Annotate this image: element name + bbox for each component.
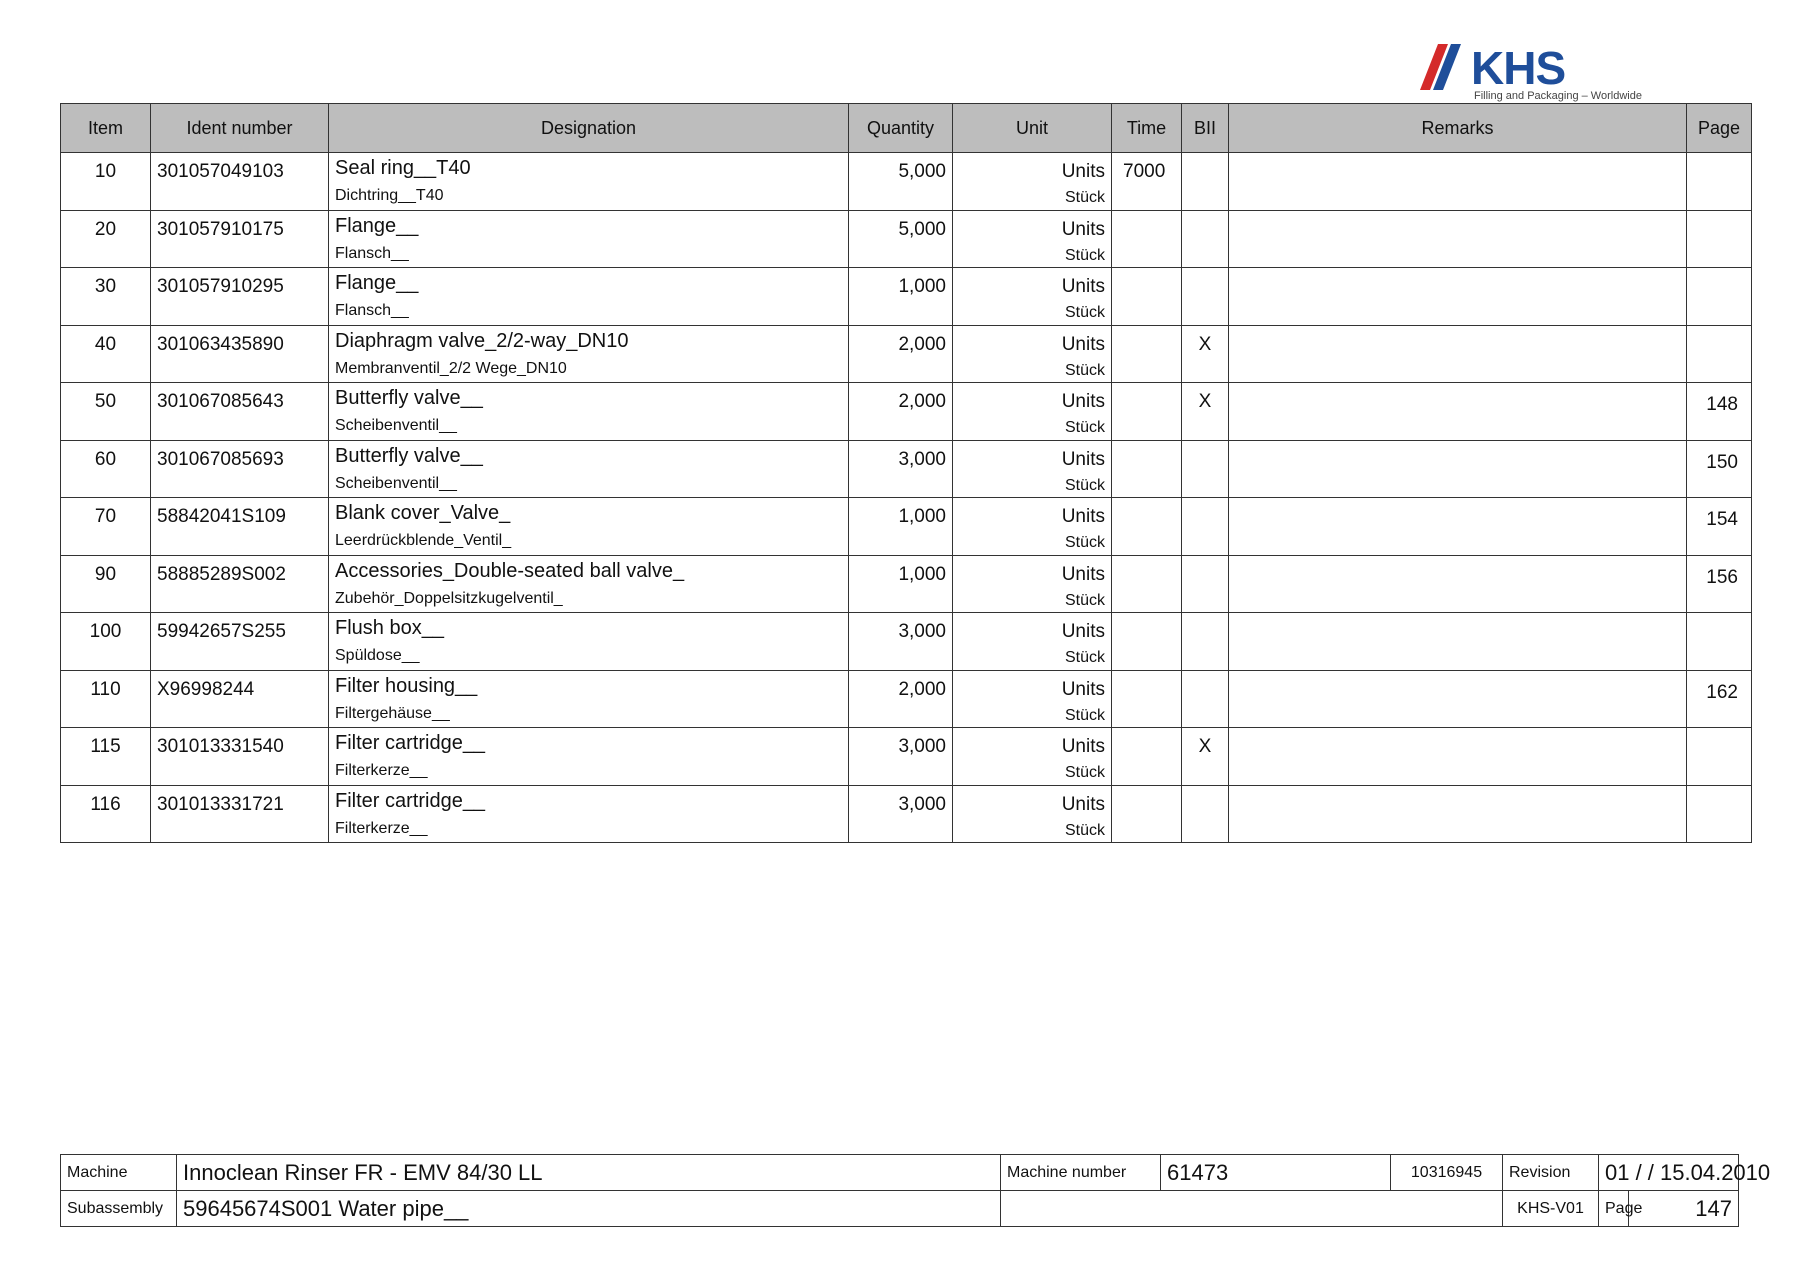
cell-time	[1112, 440, 1182, 498]
parts-table	[60, 103, 1752, 843]
cell-item: 40	[61, 325, 151, 383]
cell-time	[1112, 210, 1182, 268]
cell-designation	[329, 555, 849, 613]
unit-english: Units	[1061, 563, 1105, 585]
cell-designation	[329, 670, 849, 728]
unit-english: Units	[1061, 506, 1105, 527]
cell-page	[1687, 268, 1752, 326]
cell-designation	[329, 785, 849, 843]
designation-english: Butterfly valve__	[335, 444, 483, 467]
unit-german: Stück	[1064, 591, 1105, 609]
cell-bii	[1182, 785, 1229, 843]
unit-german: Stück	[1064, 361, 1105, 379]
cell-designation	[329, 325, 849, 383]
cell-unit	[953, 325, 1112, 383]
revision-value: 01 / / 15.04.2010	[1599, 1155, 1739, 1191]
cell-unit	[953, 210, 1112, 268]
unit-german: Stück	[1064, 764, 1105, 781]
cell-quantity: 5,000	[849, 153, 953, 211]
cell-quantity: 2,000	[849, 325, 953, 383]
unit-german: Stück	[1064, 706, 1105, 724]
cell-bii	[1182, 268, 1229, 326]
unit-german: Stück	[1064, 534, 1105, 551]
table-row	[61, 210, 1752, 268]
cell-time	[1112, 613, 1182, 671]
cell-remarks	[1229, 728, 1687, 786]
designation-english: Flush box__	[335, 617, 444, 639]
designation-english: Seal ring__T40	[335, 157, 471, 179]
cell-designation	[329, 268, 849, 326]
cell-ident-number: 59942657S255	[151, 613, 329, 671]
title-block-row-2	[61, 1191, 1739, 1227]
table-row	[61, 670, 1752, 728]
cell-page: 148	[1687, 383, 1752, 441]
designation-english: Blank cover_Valve_	[335, 502, 511, 524]
cell-designation	[329, 153, 849, 211]
cell-designation	[329, 440, 849, 498]
cell-page: 154	[1687, 498, 1752, 556]
unit-english: Units	[1061, 391, 1105, 412]
cell-unit	[953, 268, 1112, 326]
cell-item: 90	[61, 555, 151, 613]
cell-bii	[1182, 153, 1229, 211]
cell-page: 162	[1687, 670, 1752, 728]
page-label: Page	[1599, 1191, 1629, 1227]
cell-ident-number: 301013331721	[151, 785, 329, 843]
cell-unit	[953, 440, 1112, 498]
unit-english: Units	[1061, 218, 1105, 240]
cell-item: 30	[61, 268, 151, 326]
table-row	[61, 613, 1752, 671]
cell-quantity: 1,000	[849, 555, 953, 613]
cell-designation	[329, 613, 849, 671]
cell-page	[1687, 210, 1752, 268]
cell-designation	[329, 383, 849, 441]
designation-english: Filter cartridge__	[335, 732, 486, 754]
table-row	[61, 555, 1752, 613]
cell-unit	[953, 555, 1112, 613]
cell-remarks	[1229, 785, 1687, 843]
unit-english: Units	[1061, 448, 1105, 470]
cell-quantity: 2,000	[849, 383, 953, 441]
cell-ident-number: 301063435890	[151, 325, 329, 383]
unit-english: Units	[1061, 161, 1105, 182]
cell-time: 7000	[1112, 153, 1182, 211]
designation-german: Zubehör_Doppelsitzkugelventil_	[335, 589, 563, 607]
cell-ident-number: 58885289S002	[151, 555, 329, 613]
cell-unit	[953, 728, 1112, 786]
cell-page	[1687, 613, 1752, 671]
cell-bii	[1182, 613, 1229, 671]
cell-quantity: 1,000	[849, 498, 953, 556]
table-row	[61, 325, 1752, 383]
cell-remarks	[1229, 210, 1687, 268]
cell-page	[1687, 785, 1752, 843]
cell-remarks	[1229, 153, 1687, 211]
cell-remarks	[1229, 268, 1687, 326]
designation-german: Leerdrückblende_Ventil_	[335, 532, 512, 549]
designation-german: Filterkerze__	[335, 819, 428, 837]
machine-number-value: 61473	[1161, 1155, 1391, 1191]
unit-german: Stück	[1064, 189, 1105, 206]
header-time: Time	[1112, 104, 1182, 153]
designation-german: Filtergehäuse__	[335, 704, 450, 722]
cell-remarks	[1229, 555, 1687, 613]
cell-designation	[329, 210, 849, 268]
cell-bii	[1182, 210, 1229, 268]
cell-remarks	[1229, 498, 1687, 556]
unit-german: Stück	[1064, 304, 1105, 321]
unit-german: Stück	[1064, 649, 1105, 666]
cell-item: 110	[61, 670, 151, 728]
order-number: 10316945	[1391, 1155, 1503, 1191]
cell-ident-number: X96998244	[151, 670, 329, 728]
cell-remarks	[1229, 440, 1687, 498]
cell-unit	[953, 785, 1112, 843]
cell-ident-number: 301057910175	[151, 210, 329, 268]
cell-quantity: 5,000	[849, 210, 953, 268]
cell-ident-number: 301057910295	[151, 268, 329, 326]
designation-german: Scheibenventil__	[335, 417, 457, 434]
cell-bii: X	[1182, 728, 1229, 786]
cell-quantity: 3,000	[849, 785, 953, 843]
cell-item: 70	[61, 498, 151, 556]
header-page: Page	[1687, 104, 1752, 153]
cell-quantity: 1,000	[849, 268, 953, 326]
title-block-row-1	[61, 1155, 1739, 1191]
cell-ident-number: 301057049103	[151, 153, 329, 211]
unit-english: Units	[1061, 736, 1105, 757]
unit-german: Stück	[1064, 419, 1105, 436]
cell-bii	[1182, 670, 1229, 728]
designation-german: Filterkerze__	[335, 762, 428, 779]
cell-bii	[1182, 555, 1229, 613]
page-number: 147	[1629, 1191, 1739, 1227]
header-remarks: Remarks	[1229, 104, 1687, 153]
designation-german: Flansch__	[335, 244, 409, 262]
designation-german: Flansch__	[335, 302, 409, 319]
designation-english: Filter cartridge__	[335, 789, 486, 812]
designation-german: Scheibenventil__	[335, 474, 457, 492]
header-designation: Designation	[329, 104, 849, 153]
cell-unit	[953, 383, 1112, 441]
table-row	[61, 498, 1752, 556]
khs-logo-stripes-icon	[1420, 44, 1470, 90]
table-row	[61, 785, 1752, 843]
machine-number-label: Machine number	[1001, 1155, 1161, 1191]
cell-page	[1687, 153, 1752, 211]
designation-english: Accessories_Double-seated ball valve_	[335, 559, 685, 582]
unit-english: Units	[1061, 678, 1105, 700]
cell-remarks	[1229, 383, 1687, 441]
cell-ident-number: 301067085693	[151, 440, 329, 498]
cell-ident-number: 301013331540	[151, 728, 329, 786]
table-header-row	[61, 104, 1752, 153]
unit-german: Stück	[1064, 821, 1105, 839]
cell-item: 116	[61, 785, 151, 843]
machine-label: Machine	[61, 1155, 177, 1191]
cell-page: 150	[1687, 440, 1752, 498]
subassembly-label: Subassembly	[61, 1191, 177, 1227]
table-row	[61, 153, 1752, 211]
title-block	[60, 1154, 1771, 1227]
designation-german: Dichtring__T40	[335, 187, 444, 204]
table-row	[61, 383, 1752, 441]
cell-ident-number: 301067085643	[151, 383, 329, 441]
cell-remarks	[1229, 670, 1687, 728]
cell-item: 20	[61, 210, 151, 268]
empty-block-cell	[1001, 1191, 1503, 1227]
header-unit: Unit	[953, 104, 1112, 153]
cell-time	[1112, 785, 1182, 843]
cell-item: 115	[61, 728, 151, 786]
unit-english: Units	[1061, 333, 1105, 355]
designation-german: Spüldose__	[335, 647, 420, 664]
header-ident-number: Ident number	[151, 104, 329, 153]
khs-logo	[1420, 40, 1642, 104]
cell-page	[1687, 728, 1752, 786]
cell-time	[1112, 383, 1182, 441]
designation-english: Diaphragm valve_2/2-way_DN10	[335, 329, 629, 352]
cell-time	[1112, 670, 1182, 728]
table-row	[61, 440, 1752, 498]
header-quantity: Quantity	[849, 104, 953, 153]
cell-item: 100	[61, 613, 151, 671]
cell-bii	[1182, 440, 1229, 498]
cell-designation	[329, 498, 849, 556]
machine-value: Innoclean Rinser FR - EMV 84/30 LL	[177, 1155, 1001, 1191]
designation-english: Flange__	[335, 214, 419, 237]
cell-remarks	[1229, 325, 1687, 383]
cell-time	[1112, 728, 1182, 786]
cell-item: 10	[61, 153, 151, 211]
cell-item: 60	[61, 440, 151, 498]
designation-english: Filter housing__	[335, 674, 478, 697]
designation-english: Butterfly valve__	[335, 387, 483, 409]
cell-bii: X	[1182, 383, 1229, 441]
header-bii: BII	[1182, 104, 1229, 153]
unit-german: Stück	[1064, 476, 1105, 494]
unit-english: Units	[1061, 621, 1105, 642]
revision-label: Revision	[1503, 1155, 1599, 1191]
cell-time	[1112, 268, 1182, 326]
cell-unit	[953, 670, 1112, 728]
unit-english: Units	[1061, 793, 1105, 815]
cell-quantity: 2,000	[849, 670, 953, 728]
khs-logo-wordmark: KHS	[1471, 42, 1566, 94]
cell-page	[1687, 325, 1752, 383]
cell-quantity: 3,000	[849, 440, 953, 498]
cell-page: 156	[1687, 555, 1752, 613]
cell-time	[1112, 555, 1182, 613]
cell-bii: X	[1182, 325, 1229, 383]
cell-item: 50	[61, 383, 151, 441]
unit-english: Units	[1061, 276, 1105, 297]
cell-bii	[1182, 498, 1229, 556]
cell-designation	[329, 728, 849, 786]
cell-quantity: 3,000	[849, 613, 953, 671]
cell-unit	[953, 498, 1112, 556]
table-row	[61, 728, 1752, 786]
cell-quantity: 3,000	[849, 728, 953, 786]
cell-time	[1112, 325, 1182, 383]
designation-german: Membranventil_2/2 Wege_DN10	[335, 359, 567, 377]
subassembly-value: 59645674S001 Water pipe__	[177, 1191, 1001, 1227]
table-row	[61, 268, 1752, 326]
unit-german: Stück	[1064, 246, 1105, 264]
designation-english: Flange__	[335, 272, 419, 294]
cell-unit	[953, 613, 1112, 671]
cell-ident-number: 58842041S109	[151, 498, 329, 556]
khs-logo-tagline: Filling and Packaging – Worldwide	[1474, 90, 1642, 102]
cell-remarks	[1229, 613, 1687, 671]
header-item: Item	[61, 104, 151, 153]
cell-time	[1112, 498, 1182, 556]
document-code: KHS-V01	[1503, 1191, 1599, 1227]
cell-unit	[953, 153, 1112, 211]
